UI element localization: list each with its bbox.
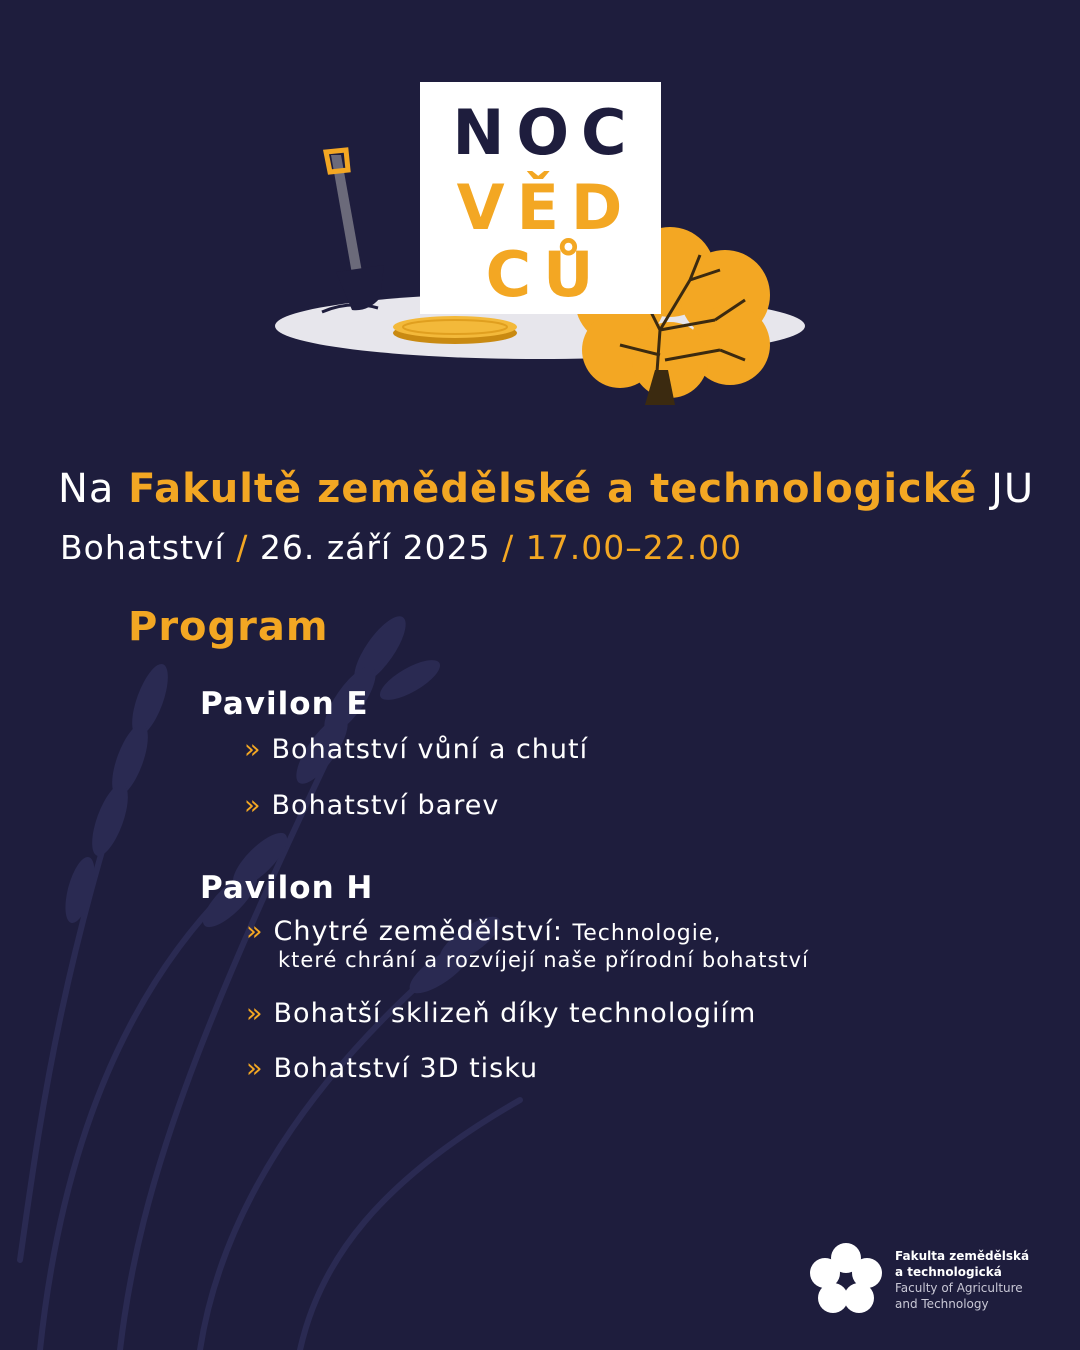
headline-prefix: Na — [58, 466, 115, 512]
faculty-name — [895, 1248, 1029, 1312]
event-time: 17.00–22.00 — [525, 528, 743, 567]
bullet-icon: » — [246, 998, 264, 1029]
noc-vedcu-logo — [420, 82, 661, 314]
headline-faculty: Fakultě zemědělské a technologické — [128, 466, 978, 512]
item-label: Bohatství vůní a chutí — [271, 734, 589, 765]
pavilon-h-title: Pavilon H — [200, 870, 374, 906]
headline-suffix: JU — [991, 466, 1035, 512]
shovel-icon — [322, 150, 384, 312]
flower-icon — [806, 1240, 886, 1320]
event-dateline — [60, 528, 742, 567]
item-label: Chytré zemědělství: — [273, 916, 563, 947]
bullet-icon: » — [246, 916, 264, 947]
list-item — [246, 916, 721, 947]
faculty-logo — [806, 1240, 1056, 1320]
item-label: Bohatší sklizeň díky technologiím — [273, 998, 757, 1029]
bullet-icon: » — [244, 790, 262, 821]
faculty-name-cz-2: a technologická — [895, 1265, 1002, 1279]
bullet-icon: » — [244, 734, 262, 765]
separator-2: / — [502, 528, 515, 567]
logo-line-cu: CŮ — [485, 238, 606, 311]
coin-icon — [393, 316, 517, 344]
logo-line-ved: VĚD — [456, 171, 635, 244]
separator-1: / — [236, 528, 249, 567]
bullet-icon: » — [246, 1053, 264, 1084]
list-item — [246, 1053, 538, 1084]
pavilon-e-title: Pavilon E — [200, 686, 369, 722]
list-item — [246, 998, 756, 1029]
list-item — [244, 790, 499, 821]
faculty-name-en-2: and Technology — [895, 1297, 989, 1311]
item-sublabel: Technologie, — [572, 921, 722, 946]
program-title: Program — [128, 604, 329, 650]
logo-line-noc: NOC — [452, 96, 639, 169]
faculty-name-en-1: Faculty of Agriculture — [895, 1281, 1023, 1295]
faculty-name-cz-1: Fakulta zemědělská — [895, 1249, 1030, 1263]
item-label: Bohatství barev — [271, 790, 500, 821]
headline — [58, 466, 1058, 512]
list-item — [244, 734, 588, 765]
event-theme: Bohatství — [60, 528, 225, 567]
item-label: Bohatství 3D tisku — [273, 1053, 539, 1084]
event-date: 26. září 2025 — [259, 528, 491, 567]
item-sublabel-line: které chrání a rozvíjejí naše přírodní bohatství — [278, 948, 809, 972]
